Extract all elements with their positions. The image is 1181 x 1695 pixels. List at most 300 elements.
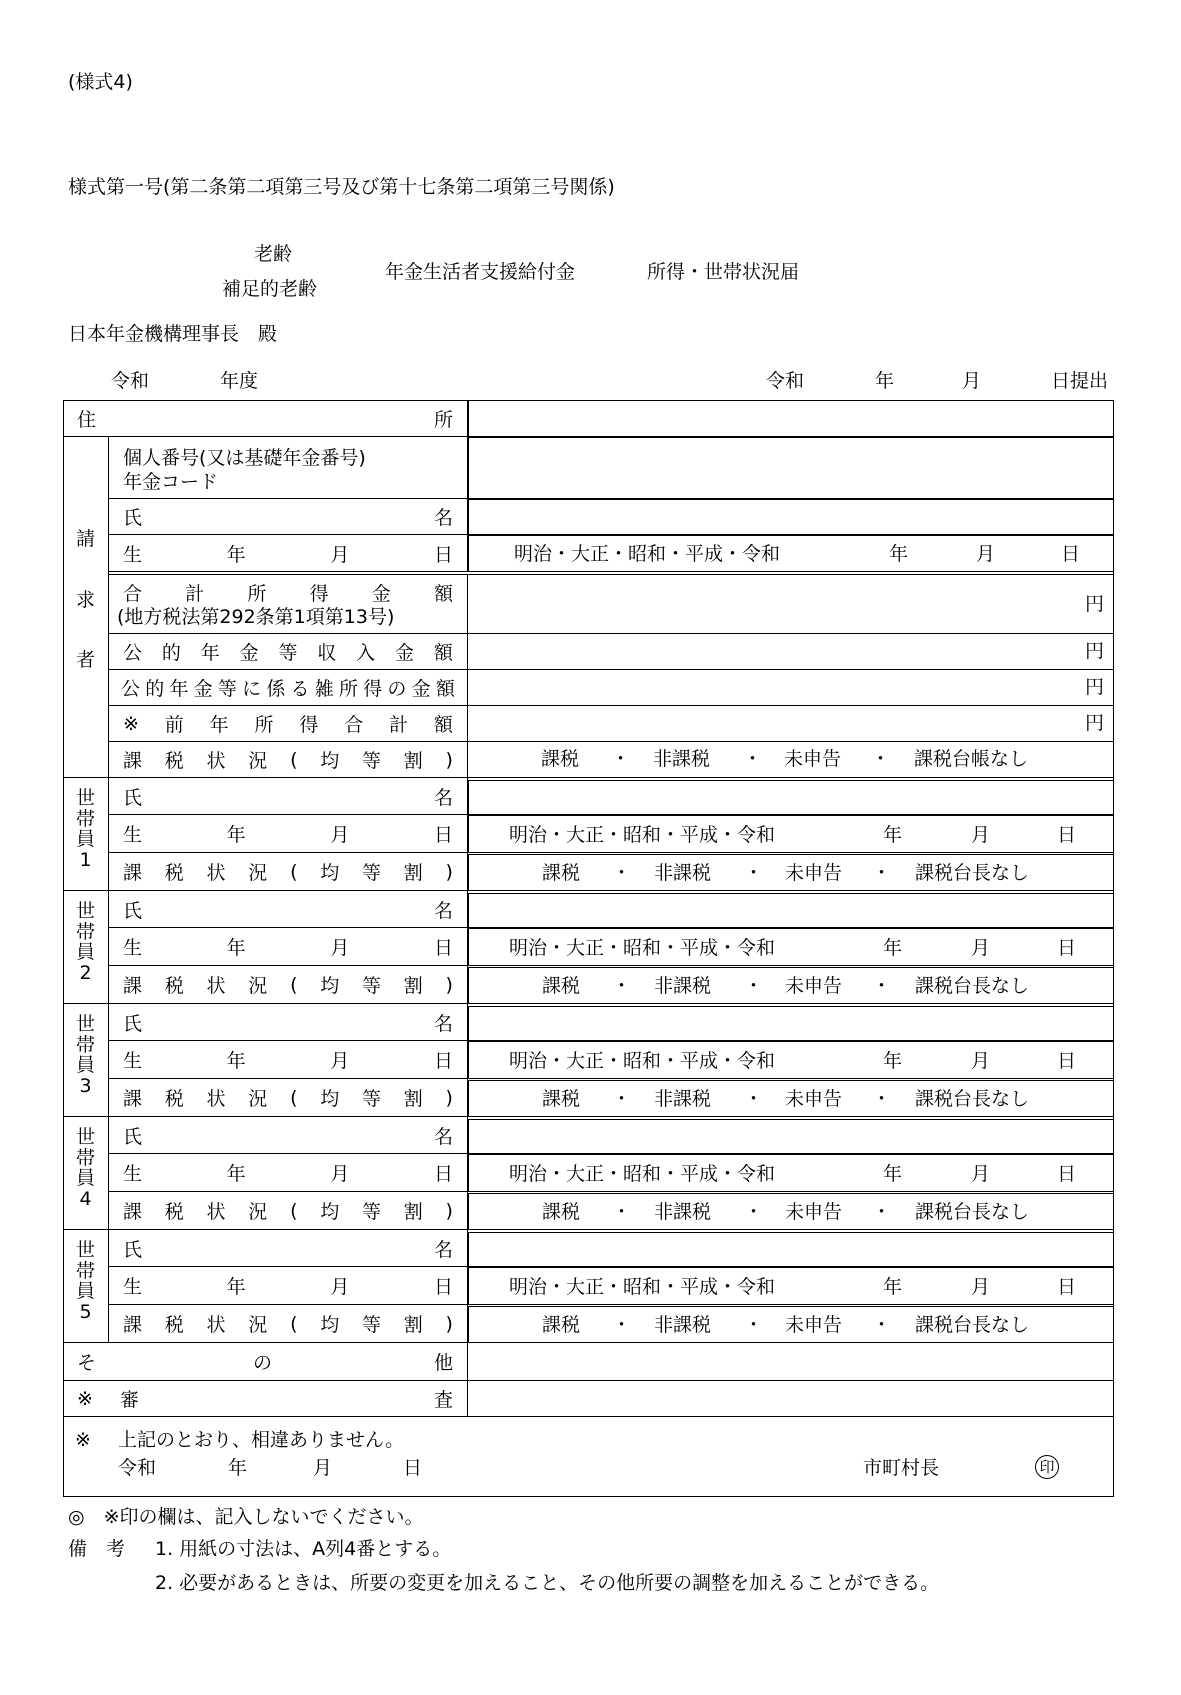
applicant-name-label-cell: [109, 499, 468, 535]
option-taxed[interactable]: 課税: [542, 1201, 581, 1223]
mayor-label: 市町村長: [863, 1457, 940, 1479]
name-label-start: 氏: [123, 899, 143, 922]
birth-char-2: 年: [226, 937, 246, 959]
birth-char-4: 日: [433, 1163, 453, 1185]
certification-block: [63, 1417, 1114, 1497]
tax-char-2: 税: [164, 750, 184, 772]
income-char-6: 額: [433, 582, 453, 605]
applicant-vertical-cell: [63, 437, 109, 778]
household-tax-status-label-cell: [109, 966, 468, 1004]
option-separator: ・: [744, 1314, 764, 1336]
tax-char: 税: [164, 1201, 184, 1223]
option-separator: ・: [744, 975, 764, 997]
tax-char: ): [445, 1312, 453, 1335]
total-income-input[interactable]: [468, 574, 1114, 634]
birthdate-day-label: 日: [1057, 824, 1077, 846]
other-char-1: そ: [77, 1352, 97, 1374]
submit-month-label: 月: [962, 370, 982, 392]
household-number: 5: [79, 1300, 92, 1323]
birth-char-4: 日: [433, 1050, 453, 1072]
prev-char-5: 得: [299, 714, 319, 736]
household-number: 1: [79, 848, 92, 871]
tax-char: 課: [123, 1314, 143, 1336]
tax-char: (: [290, 1312, 298, 1335]
address-label-end: 所: [433, 408, 453, 431]
option-taxed[interactable]: 課税: [542, 862, 581, 884]
option-separator: ・: [612, 975, 632, 997]
prev-char-2: 前: [164, 714, 184, 736]
seal-icon: 印: [1035, 1455, 1059, 1479]
birthdate-era-options: 明治・大正・昭和・平成・令和: [509, 1050, 776, 1072]
option-unfiled[interactable]: 未申告: [785, 975, 843, 997]
birthdate-year-label: 年: [883, 824, 903, 846]
household-char: 員: [75, 941, 95, 964]
birth-char-4: 日: [433, 1276, 453, 1298]
fiscal-era: 令和: [111, 370, 150, 392]
tax-char-3: 状: [206, 750, 226, 772]
prev-char-4: 所: [254, 714, 274, 736]
misc-char-10: 所: [338, 678, 358, 700]
birthdate-era-options: 明治・大正・昭和・平成・令和: [514, 543, 781, 565]
household-birthdate-label-cell: [109, 1154, 468, 1192]
tax-char: 割: [403, 1314, 423, 1336]
option-separator: ・: [872, 862, 892, 884]
name-label-start: 氏: [123, 1012, 143, 1035]
birth-char-4: 日: [433, 937, 453, 959]
income-char-1: 合: [123, 582, 143, 605]
prev-char-3: 年: [209, 714, 229, 736]
submit-year-label: 年: [875, 370, 895, 392]
form-number: (様式4): [68, 71, 133, 93]
type-hosoku-rourei: 補足的老齢: [222, 278, 318, 300]
option-no-ledger[interactable]: 課税台長なし: [915, 1314, 1030, 1336]
birthdate-day-label: 日: [1057, 937, 1077, 959]
name-label-end: 名: [433, 786, 453, 809]
birthdate-month-label: 月: [971, 1050, 991, 1072]
applicant-tax-status-label-cell: [109, 742, 468, 778]
tax-char: 況: [248, 1201, 268, 1223]
tax-char: 況: [248, 1088, 268, 1110]
household-char: 帯: [75, 807, 95, 830]
certification-mark: ※: [75, 1429, 91, 1451]
other-label-cell: [63, 1343, 468, 1381]
tax-char: 等: [362, 1314, 382, 1336]
household-tax-status-options[interactable]: [468, 1306, 1114, 1343]
household-char: 帯: [75, 1259, 95, 1282]
name-label-start: 氏: [123, 1125, 143, 1148]
household-number: 3: [79, 1074, 92, 1097]
household-tax-status-options[interactable]: [468, 854, 1114, 891]
address-input[interactable]: [468, 400, 1114, 437]
household-tax-status-label-cell: [109, 1079, 468, 1117]
total-income-note: (地方税法第292条第1項第13号): [117, 606, 395, 628]
misc-char-12: の: [387, 678, 407, 700]
misc-char-2: 的: [145, 678, 165, 700]
option-nontaxed[interactable]: 非課税: [654, 862, 712, 884]
name-label-start: 氏: [123, 786, 143, 809]
household-name-label-cell: [109, 1004, 468, 1041]
household-tax-status-options[interactable]: [468, 1080, 1114, 1117]
other-input[interactable]: [468, 1343, 1114, 1381]
birth-char-4: 日: [433, 543, 453, 566]
applicant-char-1: 請: [75, 528, 95, 550]
applicant-tax-status-options[interactable]: [468, 742, 1114, 778]
birth-char-3: 月: [330, 824, 350, 846]
household-birthdate-label-cell: [109, 815, 468, 853]
birthdate-month-label: 月: [971, 1163, 991, 1185]
misc-char-4: 金: [193, 678, 213, 700]
tax-char: (: [290, 1086, 298, 1109]
tax-char: 税: [164, 862, 184, 884]
applicant-char-3: 者: [75, 649, 95, 672]
birth-char-3: 月: [330, 543, 350, 566]
review-char-2: 査: [433, 1389, 453, 1411]
prev-char-7: 計: [389, 714, 409, 736]
household-char: 帯: [75, 1146, 95, 1169]
option-separator: ・: [872, 1088, 892, 1110]
tax-char: 税: [164, 1088, 184, 1110]
tax-char: (: [290, 1199, 298, 1222]
household-name-label-cell: [109, 891, 468, 928]
certification-year: 年: [228, 1457, 248, 1479]
option-unfiled[interactable]: 未申告: [785, 1201, 843, 1223]
household-char: 員: [75, 1054, 95, 1077]
ppi-char-6: 収: [317, 642, 337, 664]
regulation-reference: 様式第一号(第二条第二項第三号及び第十七条第二項第三号関係): [68, 176, 615, 198]
misc-char-5: 等: [217, 678, 237, 700]
form-table: [63, 400, 1114, 1497]
birthdate-month-label: 月: [971, 824, 991, 846]
household-birthdate-input[interactable]: [468, 1267, 1114, 1305]
option-no-ledger[interactable]: 課税台長なし: [915, 1201, 1030, 1223]
name-label-end: 名: [433, 1238, 453, 1261]
misc-income-label-cell: [109, 670, 468, 706]
birthdate-year-label: 年: [883, 937, 903, 959]
tax-char: 況: [248, 1314, 268, 1336]
tax-char: 等: [362, 975, 382, 997]
option-taxed[interactable]: 課税: [542, 975, 581, 997]
personal-number-input[interactable]: [468, 437, 1114, 499]
other-char-2: の: [253, 1352, 273, 1374]
option-unfiled[interactable]: 未申告: [785, 862, 843, 884]
birth-char-1: 生: [123, 1163, 143, 1185]
option-unfiled[interactable]: 未申告: [784, 748, 842, 770]
household-birthdate-label-cell: [109, 1267, 468, 1305]
option-separator: ・: [872, 1201, 892, 1223]
birth-char-1: 生: [123, 824, 143, 846]
yen-unit: 円: [1084, 593, 1104, 615]
birth-char-3: 月: [330, 1050, 350, 1072]
misc-char-13: 金: [411, 678, 431, 700]
seal-mark: [1035, 1455, 1059, 1479]
birth-char-1: 生: [123, 937, 143, 959]
note-circle: ◎ ※印の欄は、記入しないでください。: [68, 1506, 424, 1528]
tax-char: 割: [403, 1201, 423, 1223]
address-label-cell: [63, 400, 468, 437]
household-char: 帯: [75, 1033, 95, 1056]
birthdate-year-label: 年: [883, 1276, 903, 1298]
tax-char: 税: [164, 975, 184, 997]
name-label-end: 名: [433, 899, 453, 922]
tax-char-8: 割: [403, 750, 423, 772]
address-label-start: 住: [77, 408, 97, 431]
option-nontaxed[interactable]: 非課税: [654, 1314, 712, 1336]
household-name-label-cell: [109, 1230, 468, 1267]
ppi-char-1: 公: [123, 642, 143, 664]
tax-char-9: ): [445, 748, 453, 771]
public-pension-income-input[interactable]: [468, 634, 1114, 670]
applicant-char-2: 求: [75, 588, 95, 611]
household-char: 員: [75, 1167, 95, 1190]
tax-char: 均: [320, 1314, 340, 1336]
tax-char-4: 況: [248, 750, 268, 772]
remark-note-2: 2. 必要があるときは、所要の変更を加えること、その他所要の調整を加えることができる。: [155, 1572, 940, 1594]
ppi-char-7: 入: [356, 642, 376, 664]
name-label-end: 名: [433, 1125, 453, 1148]
tax-char: 均: [320, 975, 340, 997]
birthdate-day-label: 日: [1061, 543, 1081, 565]
misc-income-input[interactable]: [468, 670, 1114, 706]
ppi-char-8: 金: [395, 642, 415, 664]
misc-char-3: 年: [169, 678, 189, 700]
option-no-ledger[interactable]: 課税台長なし: [915, 862, 1030, 884]
tax-char: 割: [403, 1088, 423, 1110]
personal-number-label-cell: [109, 437, 468, 499]
option-nontaxed[interactable]: 非課税: [654, 1088, 712, 1110]
type-rourei: 老齢: [254, 243, 293, 265]
personal-number-label: 個人番号(又は基礎年金番号): [123, 447, 366, 469]
misc-char-6: に: [242, 678, 262, 700]
birthdate-month-label: 月: [976, 543, 996, 565]
yen-unit: 円: [1084, 712, 1104, 734]
birthdate-era-options: 明治・大正・昭和・平成・令和: [509, 1163, 776, 1185]
birth-char-1: 生: [123, 1050, 143, 1072]
household-char: 世: [75, 1239, 95, 1261]
tax-char-7: 等: [362, 750, 382, 772]
option-taxed[interactable]: 課税: [541, 748, 580, 770]
household-tax-status-label-cell: [109, 1305, 468, 1343]
household-member-label-cell: [63, 1004, 109, 1117]
public-pension-income-label-cell: [109, 634, 468, 670]
option-taxed[interactable]: 課税: [542, 1088, 581, 1110]
household-char: 帯: [75, 920, 95, 943]
option-separator: ・: [871, 748, 891, 770]
tax-char: 状: [206, 1088, 226, 1110]
birthdate-era-options: 明治・大正・昭和・平成・令和: [509, 824, 776, 846]
tax-char: 状: [206, 862, 226, 884]
birth-char-3: 月: [330, 937, 350, 959]
tax-char: ): [445, 1086, 453, 1109]
birth-char-2: 年: [226, 1276, 246, 1298]
remarks-label: 備 考: [68, 1538, 126, 1560]
option-separator: ・: [612, 862, 632, 884]
birthdate-year-label: 年: [883, 1050, 903, 1072]
tax-char: 等: [362, 1201, 382, 1223]
review-label-cell: [63, 1381, 468, 1417]
ppi-char-5: 等: [278, 642, 298, 664]
prev-income-input[interactable]: [468, 706, 1114, 742]
birthdate-era-options: 明治・大正・昭和・平成・令和: [509, 1276, 776, 1298]
birth-char-3: 月: [330, 1276, 350, 1298]
household-number: 2: [79, 961, 92, 984]
tax-char: 税: [164, 1314, 184, 1336]
tax-char: (: [290, 973, 298, 996]
option-separator: ・: [744, 862, 764, 884]
option-separator: ・: [612, 1088, 632, 1110]
option-separator: ・: [612, 1314, 632, 1336]
birth-char-2: 年: [226, 1163, 246, 1185]
addressee: 日本年金機構理事長 殿: [68, 323, 278, 345]
option-separator: ・: [743, 748, 763, 770]
household-name-input[interactable]: [468, 893, 1114, 928]
option-no-ledger[interactable]: 課税台長なし: [915, 975, 1030, 997]
tax-char: 等: [362, 1088, 382, 1110]
submit-day-label: 日提出: [1051, 370, 1109, 392]
birth-char-1: 生: [123, 1276, 143, 1298]
option-taxed[interactable]: 課税: [542, 1314, 581, 1336]
other-char-3: 他: [433, 1352, 453, 1374]
income-char-2: 計: [185, 582, 205, 605]
misc-char-7: 係: [266, 678, 286, 700]
tax-char: 割: [403, 975, 423, 997]
income-char-5: 金: [371, 582, 391, 605]
option-unfiled[interactable]: 未申告: [785, 1088, 843, 1110]
tax-char: 課: [123, 862, 143, 884]
tax-char: 均: [320, 1201, 340, 1223]
household-name-input[interactable]: [468, 1119, 1114, 1154]
household-char: 世: [75, 1013, 95, 1035]
birthdate-day-label: 日: [1057, 1163, 1077, 1185]
birthdate-year-label: 年: [889, 543, 909, 565]
certification-era: 令和: [118, 1457, 157, 1479]
tax-char: 課: [123, 1201, 143, 1223]
birthdate-month-label: 月: [971, 937, 991, 959]
tax-char: 状: [206, 975, 226, 997]
household-char: 員: [75, 1280, 95, 1303]
tax-char: 状: [206, 1314, 226, 1336]
option-nontaxed[interactable]: 非課税: [654, 1201, 712, 1223]
household-birthdate-label-cell: [109, 928, 468, 966]
option-nontaxed[interactable]: 非課税: [654, 975, 712, 997]
review-mark: ※: [77, 1387, 93, 1410]
ppi-char-3: 年: [200, 642, 220, 664]
option-separator: ・: [744, 1201, 764, 1223]
household-birthdate-input[interactable]: [468, 1041, 1114, 1079]
name-label-start: 氏: [123, 507, 143, 529]
tax-char: 況: [248, 862, 268, 884]
birth-char-2: 年: [226, 824, 246, 846]
tax-char-5: (: [290, 748, 298, 771]
tax-char: 状: [206, 1201, 226, 1223]
household-tax-status-label-cell: [109, 853, 468, 891]
tax-char: 課: [123, 975, 143, 997]
form-title-main: 年金生活者支援給付金: [385, 261, 576, 283]
prev-char-6: 合: [344, 714, 364, 736]
ppi-char-9: 額: [433, 642, 453, 664]
review-char-1: 審: [120, 1389, 140, 1411]
birthdate-year-label: 年: [883, 1163, 903, 1185]
certification-day: 日: [403, 1457, 423, 1479]
household-name-input[interactable]: [468, 780, 1114, 815]
income-char-4: 得: [309, 582, 329, 605]
name-label-end: 名: [433, 1012, 453, 1035]
option-separator: ・: [611, 748, 631, 770]
name-label-end: 名: [433, 507, 453, 529]
household-tax-status-options[interactable]: [468, 967, 1114, 1004]
tax-char: ): [445, 860, 453, 883]
household-member-label-cell: [63, 1230, 109, 1343]
birthdate-day-label: 日: [1057, 1276, 1077, 1298]
tax-char-1: 課: [123, 750, 143, 772]
option-separator: ・: [612, 1201, 632, 1223]
tax-char-6: 均: [320, 750, 340, 772]
option-separator: ・: [872, 1314, 892, 1336]
household-member-label-cell: [63, 891, 109, 1004]
review-input: [468, 1381, 1114, 1417]
misc-char-11: 得: [363, 678, 383, 700]
prev-income-label-cell: [109, 706, 468, 742]
household-birthdate-input[interactable]: [468, 928, 1114, 966]
birth-char-4: 日: [433, 824, 453, 846]
tax-char: ): [445, 1199, 453, 1222]
household-name-input[interactable]: [468, 1006, 1114, 1041]
tax-char: 割: [403, 862, 423, 884]
tax-char: 課: [123, 1088, 143, 1110]
household-name-label-cell: [109, 778, 468, 815]
ppi-char-2: 的: [161, 642, 181, 664]
yen-unit: 円: [1084, 676, 1104, 698]
birthdate-era-options: 明治・大正・昭和・平成・令和: [509, 937, 776, 959]
household-birthdate-input[interactable]: [468, 815, 1114, 853]
option-no-ledger[interactable]: 課税台長なし: [915, 1088, 1030, 1110]
household-char: 世: [75, 900, 95, 922]
household-birthdate-label-cell: [109, 1041, 468, 1079]
misc-char-1: 公: [121, 678, 141, 700]
ppi-char-4: 金: [239, 642, 259, 664]
birthdate-month-label: 月: [971, 1276, 991, 1298]
tax-char: 均: [320, 862, 340, 884]
name-label-start: 氏: [123, 1238, 143, 1261]
option-unfiled[interactable]: 未申告: [785, 1314, 843, 1336]
household-name-label-cell: [109, 1117, 468, 1154]
household-tax-status-options[interactable]: [468, 1193, 1114, 1230]
applicant-birthdate-input[interactable]: [468, 535, 1114, 572]
option-separator: ・: [872, 975, 892, 997]
income-char-3: 所: [247, 582, 267, 605]
household-birthdate-input[interactable]: [468, 1154, 1114, 1192]
prev-char-1: ※: [123, 712, 139, 735]
fiscal-year-label: 年度: [220, 370, 259, 392]
household-number: 4: [79, 1187, 92, 1210]
option-nontaxed[interactable]: 非課税: [653, 748, 711, 770]
misc-char-14: 額: [435, 678, 455, 700]
applicant-name-input[interactable]: [468, 499, 1114, 535]
misc-char-9: 雑: [314, 678, 334, 700]
birth-char-1: 生: [123, 543, 143, 566]
household-char: 世: [75, 787, 95, 809]
tax-char: 況: [248, 975, 268, 997]
household-member-label-cell: [63, 1117, 109, 1230]
yen-unit: 円: [1084, 640, 1104, 662]
birth-char-2: 年: [226, 543, 246, 566]
birth-char-2: 年: [226, 1050, 246, 1072]
total-income-label-cell: [109, 574, 468, 634]
household-name-input[interactable]: [468, 1232, 1114, 1267]
tax-char: ): [445, 973, 453, 996]
certification-month: 月: [313, 1457, 333, 1479]
option-no-ledger[interactable]: 課税台帳なし: [914, 748, 1029, 770]
submit-era: 令和: [766, 370, 805, 392]
